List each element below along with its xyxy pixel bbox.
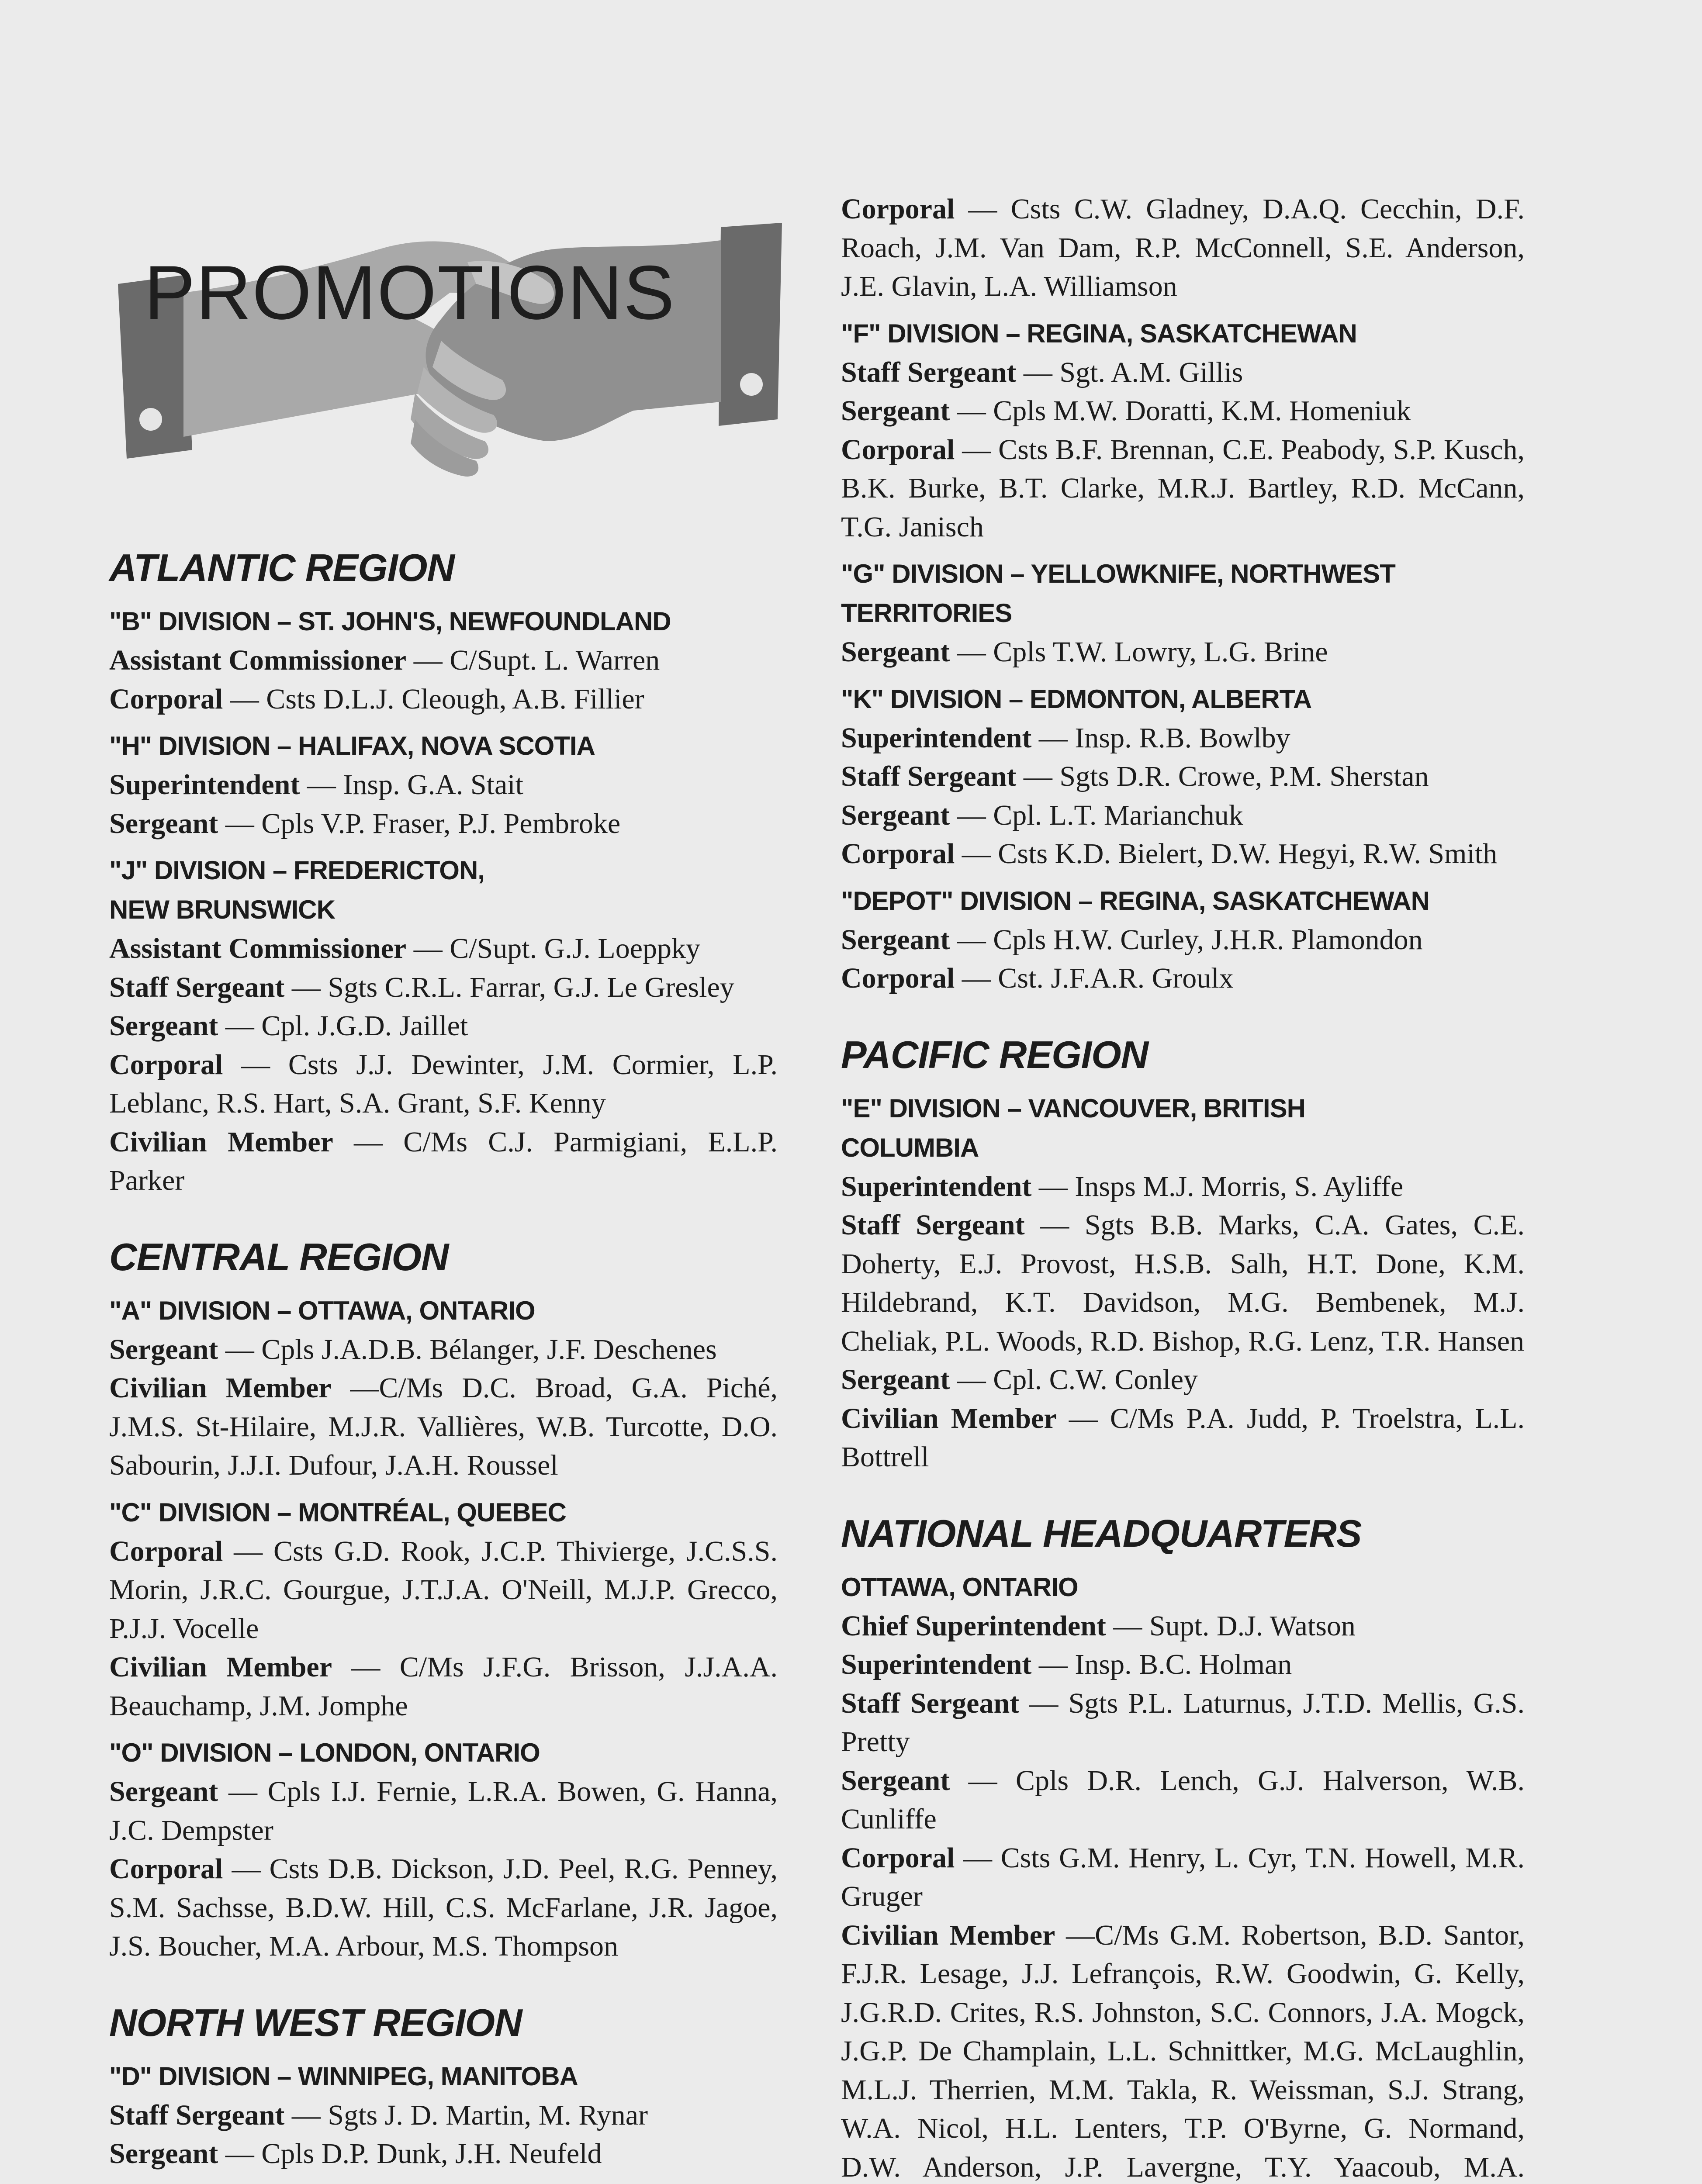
- promoted-names: — Cpls M.W. Doratti, K.M. Homeniuk: [957, 395, 1411, 427]
- promotion-entry: [109, 1850, 778, 1966]
- banner-title: PROMOTIONS: [144, 250, 675, 335]
- rank-label: Sergeant: [841, 636, 950, 668]
- rank-label: Corporal: [841, 962, 955, 994]
- rank-label: Sergeant: [109, 2138, 218, 2170]
- promoted-names: — Insps M.J. Morris, S. Ayliffe: [1038, 1170, 1404, 1203]
- promoted-names: — Csts G.D. Rook, J.C.P. Thivierge, J.C.S.S. Morin, J.R.C. Gourgue, J.T.J.A. O'Neill, M.J.P. Grecco, P.J.J. Vocelle: [109, 1535, 778, 1645]
- promoted-names: — Sgts P.L. Laturnus, J.T.D. Mellis, G.S. Pretty: [841, 1687, 1525, 1758]
- rank-label: Sergeant: [841, 1364, 950, 1396]
- promoted-names: — Cpls V.P. Fraser, P.J. Pembroke: [225, 807, 621, 840]
- promotion-entry: [109, 1123, 778, 1200]
- rank-label: Corporal: [841, 1842, 955, 1874]
- promoted-names: — Csts G.M. Henry, L. Cyr, T.N. Howell, M.R. Gruger: [841, 1842, 1525, 1912]
- promotion-entry: [841, 1645, 1525, 1684]
- promoted-names: — Csts D.L.J. Cleough, A.B. Fillier: [230, 683, 644, 715]
- region-title: CENTRAL REGION: [109, 1235, 449, 1279]
- division-title: "C" DIVISION – MONTRÉAL, QUEBEC: [109, 1497, 566, 1527]
- region-title: NORTH WEST REGION: [109, 2001, 522, 2044]
- promotion-entry: [109, 1330, 778, 1369]
- promotion-entry: [841, 959, 1525, 998]
- promoted-names: — Cpls H.W. Curley, J.H.R. Plamondon: [957, 923, 1423, 956]
- rank-label: Civilian Member: [109, 1126, 333, 1158]
- promotion-entry: [841, 835, 1525, 874]
- promoted-names: — Cpls D.P. Dunk, J.H. Neufeld: [225, 2138, 602, 2170]
- left-column: [109, 542, 778, 2174]
- promoted-names: — C/Supt. G.J. Loeppky: [413, 933, 701, 964]
- promotion-entry: [841, 1168, 1525, 1206]
- division-title: "D" DIVISION – WINNIPEG, MANITOBA: [109, 2061, 578, 2091]
- promoted-names: — Insp. R.B. Bowlby: [1038, 722, 1290, 754]
- division-title: "O" DIVISION – LONDON, ONTARIO: [109, 1738, 540, 1767]
- promotion-entry: [841, 1206, 1525, 1361]
- region-title: PACIFIC REGION: [841, 1033, 1149, 1076]
- promoted-names: — Sgts C.R.L. Farrar, G.J. Le Gresley: [291, 971, 734, 1003]
- promoted-names: — Csts C.W. Gladney, D.A.Q. Cecchin, D.F. Roach, J.M. Van Dam, R.P. McConnell, S.E. Anderson, J.E. Glavin, L.A. Williamson: [841, 193, 1525, 302]
- rank-label: Assistant Commissioner: [109, 644, 407, 676]
- rank-label: Sergeant: [841, 799, 950, 831]
- division-title: "A" DIVISION – OTTAWA, ONTARIO: [109, 1296, 535, 1325]
- promotion-entry: [841, 1839, 1525, 1916]
- rank-label: Sergeant: [109, 807, 218, 840]
- promotion-entry: [109, 680, 778, 719]
- promoted-names: — Cpls T.W. Lowry, L.G. Brine: [957, 636, 1328, 668]
- promoted-names: — Cst. J.F.A.R. Groulx: [962, 962, 1234, 994]
- promoted-names: — C/Ms C.J. Parmigiani, E.L.P. Parker: [109, 1126, 778, 1196]
- promoted-names: —C/Ms G.M. Robertson, B.D. Santor, F.J.R. Lesage, J.J. Lefrançois, R.W. Goodwin, G. Kelly, J.G.R.D. Crites, R.S. Johnston, S.C. Connors, J.A. Mogck, J.G.P. De Champlain, L.L. Schnittker, M.G. McLaughlin, M.L.J. Therrien, M.M. Takla, R. Weissman, S.J. Strang, W.A. Nicol, H.L. Lenters, T.P. O'Byrne, G. Normand, D.W. Anderson, J.P. Lavergne, T.Y. Yaacoub, M.A.: [841, 1919, 1525, 2183]
- rank-label: Sergeant: [109, 1010, 218, 1042]
- rank-label: Corporal: [109, 1048, 223, 1081]
- promotion-entry: [109, 1007, 778, 1046]
- division-title: "B" DIVISION – ST. JOHN'S, NEWFOUNDLAND: [109, 607, 671, 636]
- promoted-names: — Csts B.F. Brennan, C.E. Peabody, S.P. Kusch, B.K. Burke, B.T. Clarke, M.R.J. Bartley, R.D. McCann, T.G. Janisch: [841, 433, 1525, 543]
- promoted-names: — Supt. D.J. Watson: [1113, 1610, 1356, 1642]
- promotion-entry: [109, 2135, 778, 2174]
- promotion-entry: [109, 766, 778, 805]
- rank-label: Superintendent: [841, 1170, 1032, 1203]
- promotion-entry: [109, 968, 778, 1007]
- promotion-entry: [841, 1607, 1525, 1646]
- rank-label: Civilian Member: [841, 1402, 1057, 1434]
- promoted-names: — Csts J.J. Dewinter, J.M. Cormier, L.P. Leblanc, R.S. Hart, S.A. Grant, S.F. Kenny: [109, 1048, 778, 1119]
- promoted-names: —C/Ms D.C. Broad, G.A. Piché, J.M.S. St-Hilaire, M.J.R. Vallières, W.B. Turcotte, D.O. Sabourin, J.J.I. Dufour, J.A.H. Roussel: [109, 1372, 778, 1481]
- rank-label: Corporal: [841, 193, 955, 225]
- rank-label: Corporal: [109, 1535, 223, 1567]
- rank-label: Assistant Commissioner: [109, 933, 407, 964]
- promoted-names: — Insp. B.C. Holman: [1038, 1648, 1292, 1680]
- rank-label: Staff Sergeant: [841, 1687, 1020, 1719]
- promoted-names: — Insp. G.A. Stait: [307, 769, 523, 801]
- promotion-entry: [841, 719, 1525, 758]
- promotion-entry: [841, 921, 1525, 960]
- division-title: "J" DIVISION – FREDERICTON, NEW BRUNSWICK: [109, 856, 484, 924]
- rank-label: Civilian Member: [109, 1372, 332, 1404]
- promoted-names: — Sgts D.R. Crowe, P.M. Sherstan: [1023, 760, 1429, 792]
- promotion-entry: [841, 353, 1525, 392]
- promotions-banner: [109, 175, 786, 489]
- rank-label: Superintendent: [841, 1648, 1032, 1680]
- rank-label: Sergeant: [841, 923, 950, 956]
- promotion-entry: [109, 1773, 778, 1850]
- promoted-names: — Cpls I.J. Fernie, L.R.A. Bowen, G. Hanna, J.C. Dempster: [109, 1776, 778, 1846]
- promoted-names: — Sgt. A.M. Gillis: [1023, 356, 1243, 388]
- promotion-entry: [841, 1684, 1525, 1762]
- promotion-entry: [109, 2096, 778, 2135]
- rank-label: Chief Superintendent: [841, 1610, 1106, 1642]
- promotion-entry: [109, 1046, 778, 1123]
- promotion-entry: [841, 1361, 1525, 1400]
- rank-label: Civilian Member: [841, 1919, 1055, 1951]
- promotion-entry: [109, 1648, 778, 1725]
- promotion-entry: [109, 641, 778, 680]
- rank-label: Corporal: [109, 683, 223, 715]
- promotion-entry: [841, 431, 1525, 547]
- promoted-names: — Cpl. J.G.D. Jaillet: [225, 1010, 468, 1042]
- promoted-names: — Csts K.D. Bielert, D.W. Hegyi, R.W. Smith: [962, 838, 1498, 870]
- rank-label: Sergeant: [841, 395, 950, 427]
- division-title: "DEPOT" DIVISION – REGINA, SASKATCHEWAN: [841, 886, 1429, 916]
- division-title: "F" DIVISION – REGINA, SASKATCHEWAN: [841, 318, 1357, 348]
- rank-label: Corporal: [841, 433, 955, 466]
- promotion-entry: [109, 1369, 778, 1485]
- promoted-names: — Sgts J. D. Martin, M. Rynar: [291, 2099, 648, 2131]
- division-title: "G" DIVISION – YELLOWKNIFE, NORTHWEST TERRITORIES: [841, 559, 1395, 628]
- rank-label: Superintendent: [841, 722, 1032, 754]
- rank-label: Staff Sergeant: [841, 760, 1017, 792]
- promotion-entry: [841, 1400, 1525, 1477]
- rank-label: Staff Sergeant: [841, 1209, 1025, 1241]
- rank-label: Corporal: [109, 1853, 223, 1885]
- promoted-names: — Csts D.B. Dickson, J.D. Peel, R.G. Penney, S.M. Sachsse, B.D.W. Hill, C.S. McFarlane, J.R. Jagoe, J.S. Boucher, M.A. Arbour, M.S. Thompson: [109, 1853, 778, 1962]
- region-title: ATLANTIC REGION: [109, 546, 454, 589]
- rank-label: Sergeant: [841, 1764, 950, 1797]
- promotion-entry: [841, 796, 1525, 835]
- rank-label: Superintendent: [109, 769, 300, 801]
- promotion-entry: [841, 1916, 1525, 2184]
- rank-label: Staff Sergeant: [109, 2099, 285, 2131]
- division-title: "K" DIVISION – EDMONTON, ALBERTA: [841, 684, 1312, 714]
- rank-label: Sergeant: [109, 1333, 218, 1365]
- promotion-entry: [109, 1532, 778, 1648]
- division-title: OTTAWA, ONTARIO: [841, 1572, 1078, 1602]
- rank-label: Corporal: [841, 838, 955, 870]
- promoted-names: — C/Supt. L. Warren: [413, 644, 660, 676]
- promoted-names: — Cpl. C.W. Conley: [957, 1364, 1198, 1396]
- promoted-names: — C/Ms J.F.G. Brisson, J.J.A.A. Beauchamp, J.M. Jomphe: [109, 1651, 778, 1722]
- division-title: "H" DIVISION – HALIFAX, NOVA SCOTIA: [109, 731, 595, 760]
- promotion-entry: [841, 190, 1525, 306]
- region-title: NATIONAL HEADQUARTERS: [841, 1511, 1362, 1555]
- promoted-names: — Cpls D.R. Lench, G.J. Halverson, W.B. Cunliffe: [841, 1764, 1525, 1835]
- right-column: [841, 190, 1525, 2184]
- promoted-names: — Cpls J.A.D.B. Bélanger, J.F. Deschenes: [225, 1333, 717, 1365]
- promotion-entry: [841, 392, 1525, 431]
- promotion-entry: [841, 1762, 1525, 1839]
- promoted-names: — Sgts B.B. Marks, C.A. Gates, C.E. Doherty, E.J. Provost, H.S.B. Salh, H.T. Done, K.M. Hildebrand, K.T. Davidson, M.G. Bembenek, M.J. Cheliak, P.L. Woods, R.D. Bishop, R.G. Lenz, T.R. Hansen: [841, 1209, 1525, 1357]
- promotion-entry: [841, 633, 1525, 672]
- promotion-entry: [109, 930, 778, 968]
- rank-label: Staff Sergeant: [109, 971, 285, 1003]
- promotion-entry: [109, 805, 778, 843]
- division-title: "E" DIVISION – VANCOUVER, BRITISH COLUMBIA: [841, 1093, 1305, 1162]
- promoted-names: — C/Ms P.A. Judd, P. Troelstra, L.L. Bottrell: [841, 1402, 1525, 1473]
- rank-label: Sergeant: [109, 1776, 218, 1807]
- rank-label: Staff Sergeant: [841, 356, 1017, 388]
- promotion-entry: [841, 757, 1525, 796]
- promoted-names: — Cpl. L.T. Marianchuk: [957, 799, 1243, 831]
- rank-label: Civilian Member: [109, 1651, 332, 1683]
